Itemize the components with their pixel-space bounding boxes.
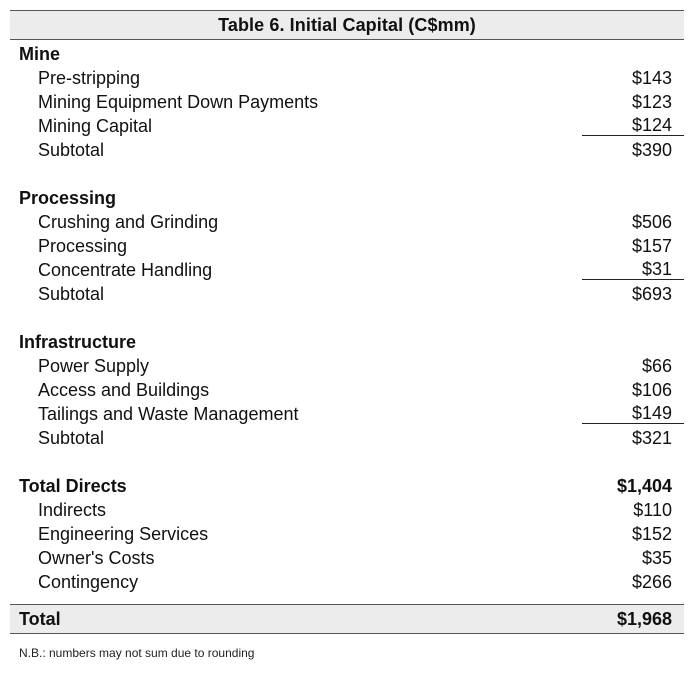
row-value: $143 [631, 68, 672, 88]
row-label: Mining Capital [38, 116, 153, 136]
section-directs [10, 472, 684, 592]
row-value: $506 [631, 212, 672, 232]
row-label: Engineering Services [38, 524, 209, 544]
total-directs-row [10, 472, 684, 496]
spacer [10, 304, 684, 328]
row-label: Power Supply [38, 356, 150, 376]
total-directs-value: $1,404 [616, 476, 672, 496]
section-heading [10, 184, 684, 208]
footnote: N.B.: numbers may not sum due to rounding [19, 646, 255, 660]
row-value: $106 [631, 380, 672, 400]
row-value: $124 [582, 115, 684, 136]
subtotal-label: Subtotal [38, 428, 105, 448]
subtotal-value: $693 [631, 284, 672, 304]
row-label: Pre-stripping [38, 68, 141, 88]
section-heading-label: Mine [19, 44, 61, 64]
table-row [10, 376, 684, 400]
section-processing [10, 184, 684, 304]
table-row [10, 400, 684, 424]
table-row [10, 352, 684, 376]
subtotal-row [10, 280, 684, 304]
total-directs-label: Total Directs [19, 476, 127, 496]
subtotal-label: Subtotal [38, 284, 105, 304]
table-row [10, 232, 684, 256]
row-label: Mining Equipment Down Payments [38, 92, 319, 112]
spacer [10, 160, 684, 184]
table-row [10, 112, 684, 136]
row-value: $123 [631, 92, 672, 112]
total-row [10, 604, 684, 634]
subtotal-value: $390 [631, 140, 672, 160]
subtotal-row [10, 136, 684, 160]
table-row [10, 88, 684, 112]
section-heading [10, 40, 684, 64]
subtotal-row [10, 424, 684, 448]
row-value: $266 [631, 572, 672, 592]
table-row [10, 496, 684, 520]
row-label: Concentrate Handling [38, 260, 213, 280]
section-heading-label: Infrastructure [19, 332, 137, 352]
total-label: Total [19, 608, 61, 629]
section-infrastructure [10, 328, 684, 448]
section-mine [10, 40, 684, 160]
row-value: $110 [633, 500, 672, 520]
table-row [10, 256, 684, 280]
total-value: $1,968 [616, 608, 672, 629]
row-label: Owner's Costs [38, 548, 155, 568]
table-row [10, 208, 684, 232]
section-heading-label: Processing [19, 188, 117, 208]
spacer [10, 448, 684, 472]
table-row [10, 568, 684, 592]
row-label: Crushing and Grinding [38, 212, 219, 232]
table-row [10, 64, 684, 88]
row-label: Access and Buildings [38, 380, 210, 400]
row-label: Processing [38, 236, 128, 256]
row-value: $157 [631, 236, 672, 256]
capital-table [10, 10, 684, 660]
table-row [10, 544, 684, 568]
row-value: $35 [641, 548, 672, 568]
subtotal-label: Subtotal [38, 140, 105, 160]
row-value: $66 [641, 356, 672, 376]
row-label: Tailings and Waste Management [38, 404, 299, 424]
row-label: Contingency [38, 572, 139, 592]
subtotal-value: $321 [631, 428, 672, 448]
section-heading [10, 328, 684, 352]
row-label: Indirects [38, 500, 107, 520]
row-value: $31 [582, 259, 684, 280]
row-value: $149 [582, 403, 684, 424]
row-value: $152 [631, 524, 672, 544]
table-title: Table 6. Initial Capital (C$mm) [10, 10, 684, 40]
table-row [10, 520, 684, 544]
